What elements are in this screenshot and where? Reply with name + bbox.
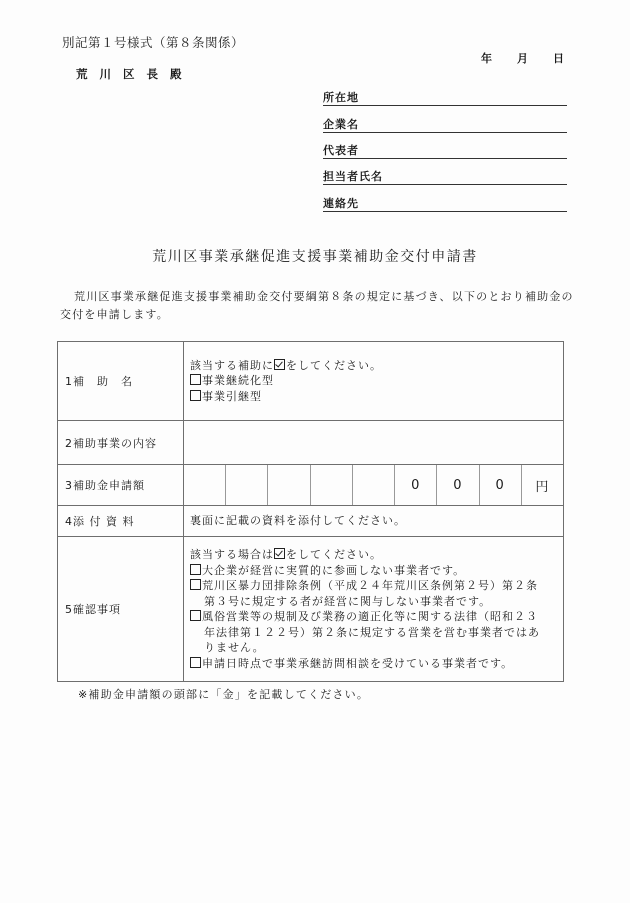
- field-contact-info[interactable]: [323, 197, 567, 212]
- checkbox-icon[interactable]: [190, 564, 201, 575]
- addressee: 荒川区長殿: [76, 67, 194, 81]
- subsidy-name-content: [184, 342, 564, 421]
- amount-digit-cell: 0: [436, 465, 478, 505]
- confirm-item-adult-business-cont: 年法律第１２２号）第２条に規定する営業を営む事業者ではあ: [204, 625, 540, 639]
- label-amount: 3補助金申請額: [58, 465, 184, 506]
- amount-digit-cell: 0: [479, 465, 521, 505]
- footnote: ※補助金申請額の頭部に「金」を記載してください。: [78, 688, 370, 701]
- project-content-field[interactable]: [184, 421, 564, 465]
- amount-digit-cell[interactable]: [225, 465, 267, 505]
- field-representative-label: 代表者: [323, 144, 359, 157]
- checkbox-icon[interactable]: [190, 610, 201, 621]
- application-table: [57, 341, 564, 682]
- yen-unit: 円: [521, 465, 563, 505]
- date-month-label: 月: [517, 52, 528, 65]
- amount-digit-cell[interactable]: [352, 465, 394, 505]
- checkbox-icon[interactable]: [190, 374, 201, 385]
- checked-box-icon: [274, 548, 285, 559]
- field-contact-person-label: 担当者氏名: [323, 170, 383, 183]
- amount-digit-cell[interactable]: [267, 465, 309, 505]
- label-attachments: 4添 付 資 料: [58, 506, 184, 537]
- row-confirmation: [58, 537, 564, 682]
- amount-digit-cell: 0: [394, 465, 436, 505]
- document-title: 荒川区事業承継促進支援事業補助金交付申請書: [152, 249, 478, 265]
- row-subsidy-name: [58, 342, 564, 421]
- row-amount: [58, 465, 564, 506]
- label-confirmation: 5確認事項: [58, 537, 184, 682]
- confirmation-instruction: 該当する場合は をしてください。: [190, 548, 382, 561]
- field-contact-person[interactable]: [323, 170, 567, 185]
- attachments-text: 裏面に記載の資料を添付してください。: [184, 506, 564, 537]
- checkbox-icon[interactable]: [190, 579, 201, 590]
- field-address[interactable]: [323, 91, 567, 106]
- confirmation-content: [184, 537, 564, 682]
- label-subsidy-name: 1補 助 名: [58, 342, 184, 421]
- intro-text: 荒川区事業承継促進支援事業補助金交付要綱第８条の規定に基づき、以下のとおり補助金の交付を申請します。: [60, 290, 574, 321]
- form-number: 別記第１号様式（第８条関係）: [62, 35, 245, 50]
- confirm-item-consultation[interactable]: 申請日時点で事業承継訪問相談を受けている事業者です。: [190, 656, 557, 672]
- subsidy-instruction: 該当する補助に をしてください。: [190, 358, 382, 372]
- field-contact-info-label: 連絡先: [323, 197, 359, 210]
- confirm-item-adult-business-cont2: りません。: [204, 641, 265, 654]
- date-year-label: 年: [481, 52, 492, 65]
- amount-digit-cell[interactable]: [184, 465, 225, 505]
- confirm-item-anti-gang[interactable]: 荒川区暴力団排除条例（平成２４年荒川区条例第２号）第２条: [190, 578, 557, 594]
- checked-box-icon: [274, 359, 285, 370]
- field-company-label: 企業名: [323, 118, 359, 131]
- confirm-item-large-enterprise[interactable]: 大企業が経営に実質的に参画しない事業者です。: [190, 563, 557, 579]
- option-succession[interactable]: 事業引継型: [190, 389, 557, 405]
- checkbox-icon[interactable]: [190, 657, 201, 668]
- amount-digit-cell[interactable]: [310, 465, 352, 505]
- field-company[interactable]: [323, 118, 567, 133]
- date-day-label: 日: [553, 52, 564, 65]
- row-project-content: [58, 421, 564, 465]
- field-address-label: 所在地: [323, 91, 359, 104]
- checkbox-icon[interactable]: [190, 390, 201, 401]
- option-continuation[interactable]: 事業継続化型: [190, 373, 557, 389]
- field-representative[interactable]: [323, 144, 567, 159]
- confirm-item-adult-business[interactable]: 風俗営業等の規制及び業務の適正化等に関する法律（昭和２３: [190, 609, 557, 625]
- label-project-content: 2補助事業の内容: [58, 421, 184, 465]
- amount-field[interactable]: [184, 465, 564, 506]
- confirm-item-anti-gang-cont: 第３号に規定する者が経営に関与しない事業者です。: [204, 594, 492, 608]
- row-attachments: [58, 506, 564, 537]
